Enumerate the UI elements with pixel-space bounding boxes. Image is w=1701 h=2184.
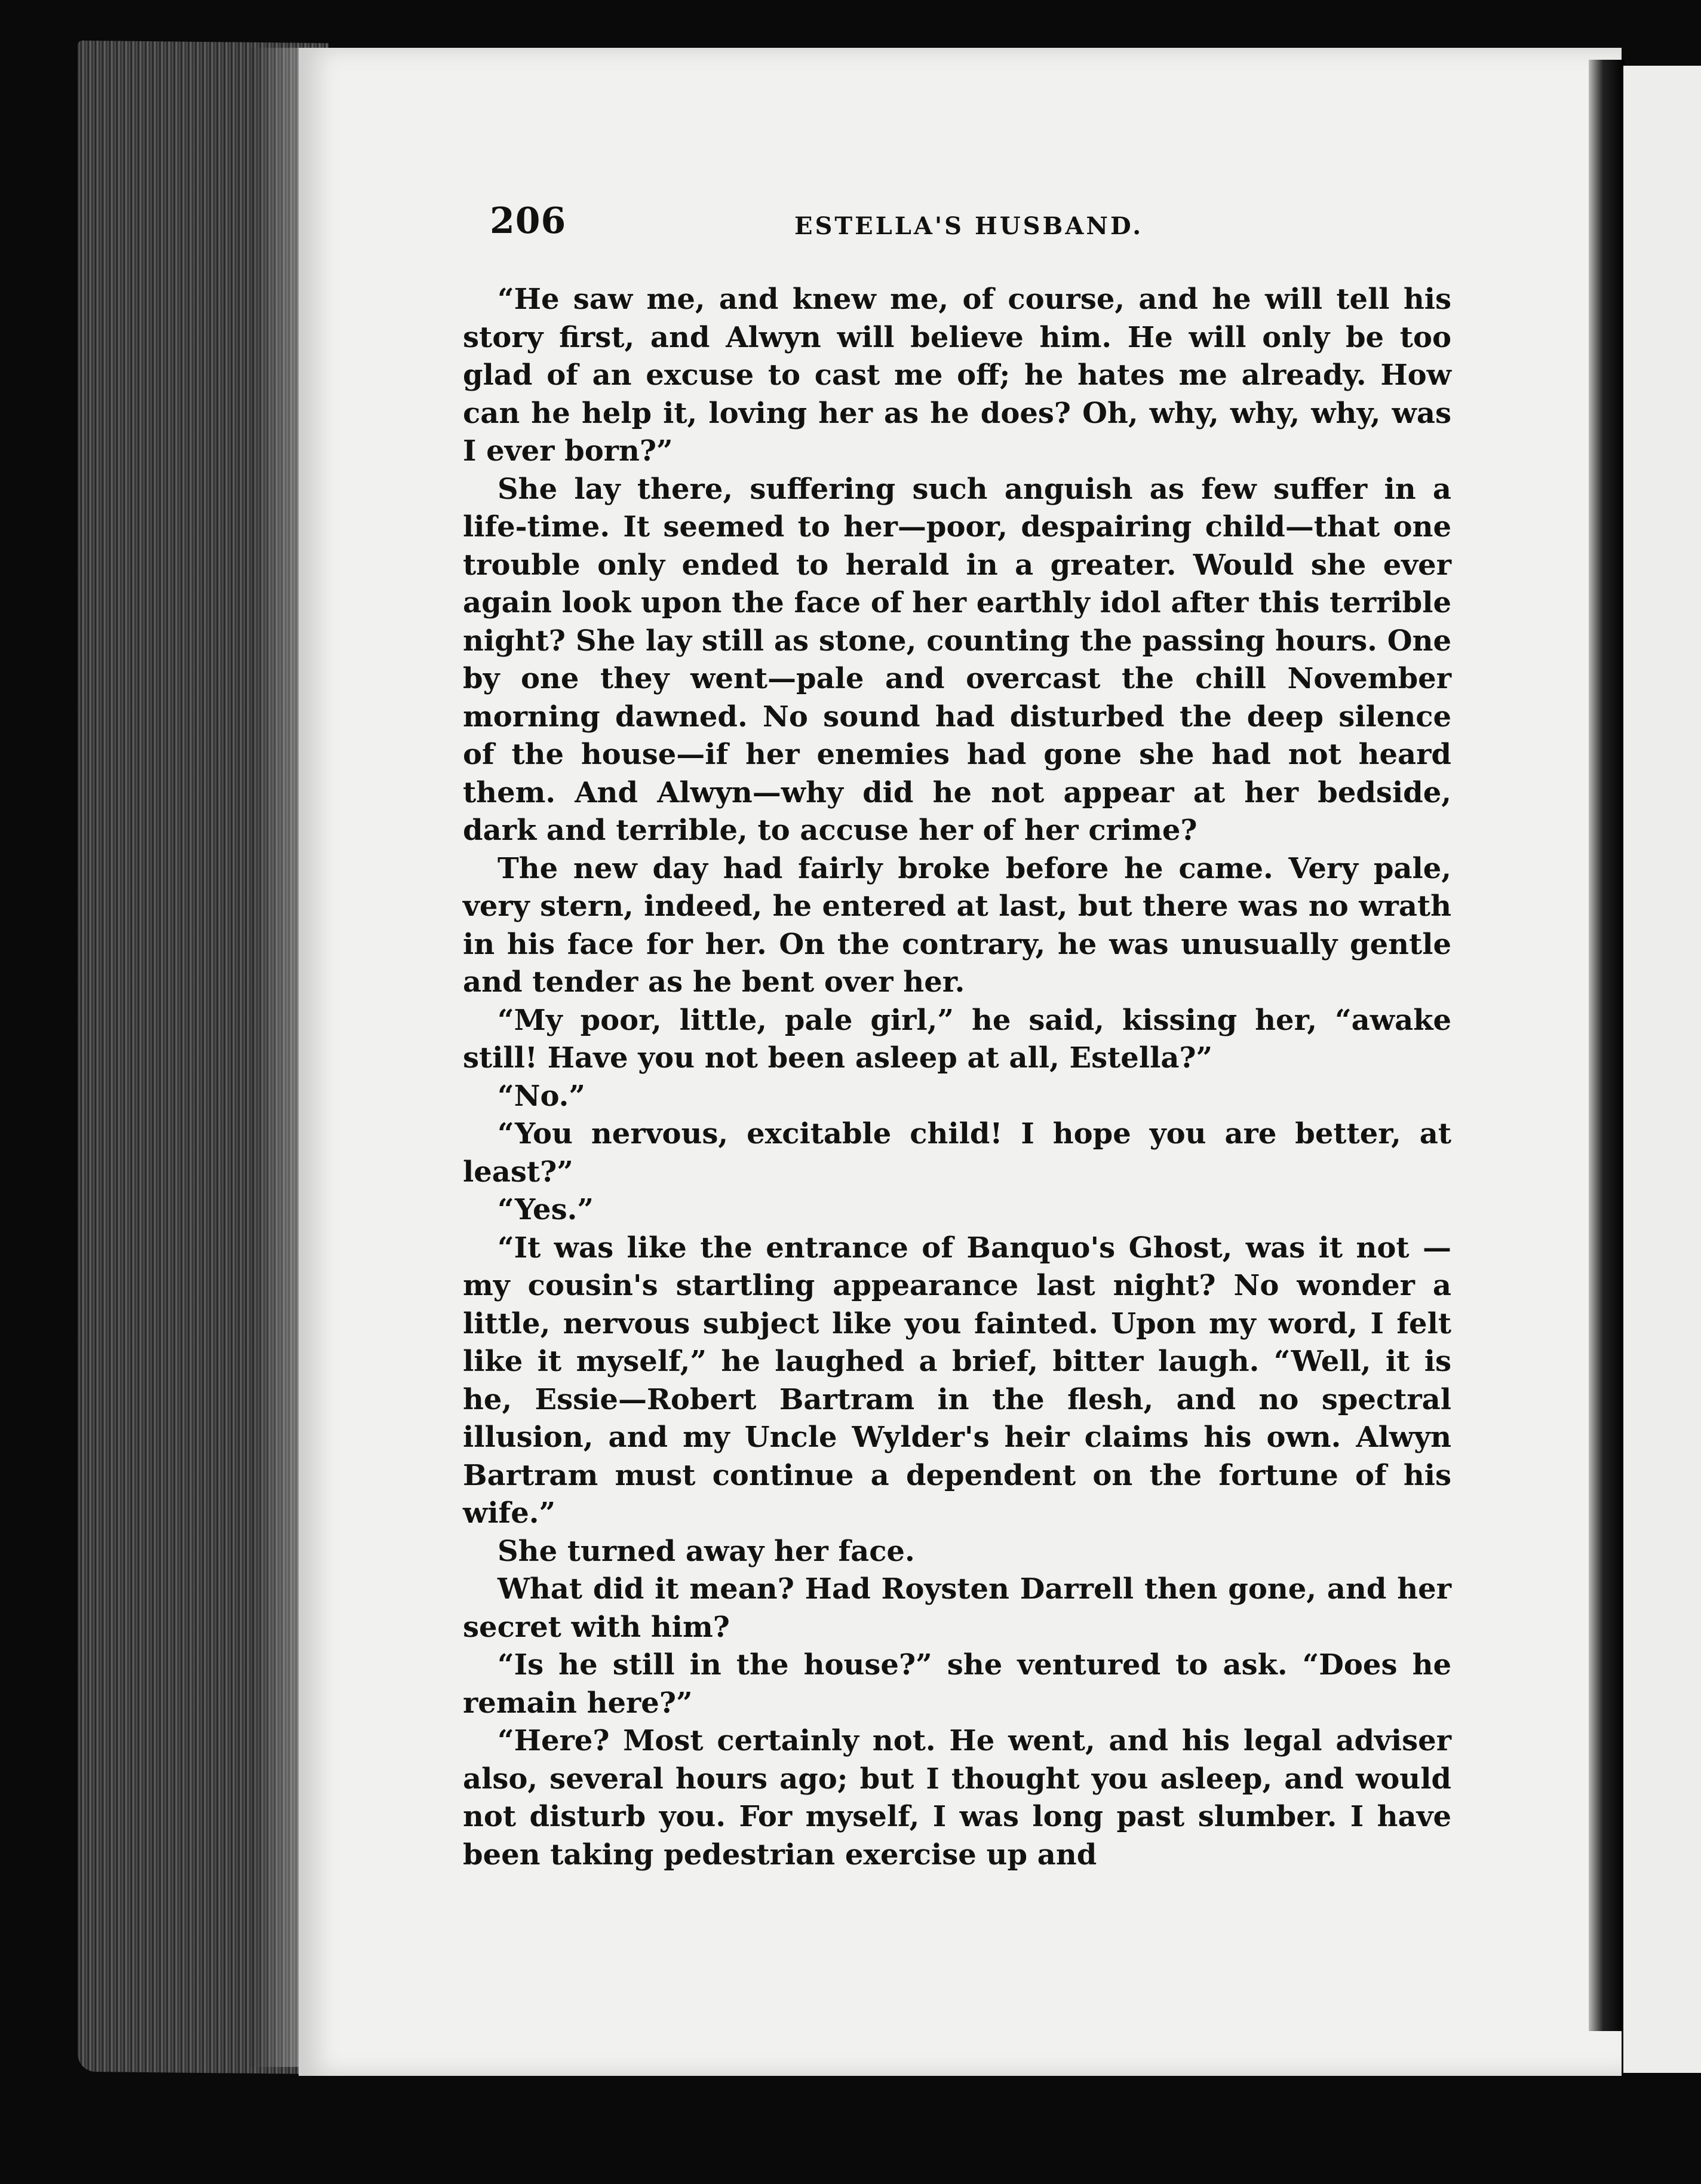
paragraph: What did it mean? Had Roysten Darrell then gone, and her secret with him? [463,1572,1451,1644]
paragraph: “Yes.” [498,1193,594,1226]
paragraph: She turned away her face. [498,1534,915,1568]
paragraph: She lay there, suffering such anguish as few suffer in a life-time. It seemed to her—poor, despairing child—that one trouble only ended to herald in a greater. Would she ever again look upon the face of her earthly idol after this terrible night? She lay still as stone, counting the passing hours. One by one they went—pale and overcast the chill November morning dawned. No sound had disturbed the deep silence of the house—if her enemies had gone she had not heard them. And Alwyn—why did he not appear at her bedside, dark and terrible, to accuse her of her crime? [463,472,1451,847]
paragraph: “No.” [498,1079,585,1113]
binding-strip [1589,60,1625,2031]
paragraph: “My poor, little, pale girl,” he said, kissing her, “awake still! Have you not been asleep at all, Estella?” [463,1003,1451,1075]
paragraph: The new day had fairly broke before he came. Very pale, very stern, indeed, he entered at last, but there was no wrath in his face for her. On the contrary, he was unusually gentle and tender as he bent over her. [463,851,1451,999]
paragraph: “He saw me, and knew me, of course, and he will tell his story first, and Alwyn will believe him. He will only be too glad of an excuse to cast me off; he hates me already. How can he help it, loving her as he does? Oh, why, why, why, was I ever born?” [463,283,1451,468]
page-number: 206 [490,200,567,242]
facing-page-edge [1623,66,1701,2073]
paragraph: “You nervous, excitable child! I hope you are better, at least?” [463,1117,1451,1189]
running-title: ESTELLA'S HUSBAND. [794,212,1144,240]
paragraph: “Is he still in the house?” she ventured to ask. “Does he remain here?” [463,1648,1451,1720]
paragraph: “It was like the entrance of Banquo's Ghost, was it not —my cousin's startling appearance last night? No wonder a little, nervous subject like you fainted. Upon my word, I felt like it myself,” he laughed a brief, bitter laugh. “Well, it is he, Essie—Robert Bartram in the flesh, and no spectral illusion, and my Uncle Wylder's heir claims his own. Alwyn Bartram must continue a dependent on the fortune of his wife.” [463,1231,1451,1530]
body-text [463,281,1451,1874]
paragraph: “Here? Most certainly not. He went, and his legal adviser also, several hours ago; but I thought you asleep, and would not disturb you. For myself, I was long past slumber. I have been taking pedestrian exercise up and [463,1724,1451,1872]
